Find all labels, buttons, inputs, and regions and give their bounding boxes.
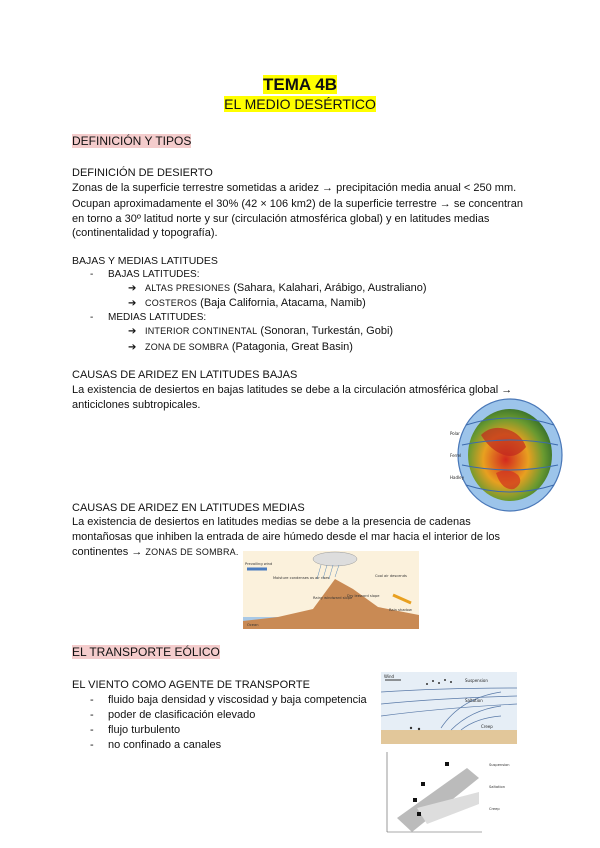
mid-causes-title: CAUSAS DE ARIDEZ EN LATITUDES MEDIAS	[72, 502, 305, 514]
cloud	[313, 552, 357, 566]
rain-shadow-figure	[243, 551, 419, 629]
rain-shadow-label: Dry leeward slope	[347, 594, 380, 598]
def-line: en torno a 30º latitud norte y sur (circulación atmosférica global) y en latitudes medias	[72, 213, 490, 225]
list-item: - poder de clasificación elevado	[90, 709, 256, 721]
rain-shadow-label: Moisture condenses as air rises	[273, 576, 330, 580]
page-title	[0, 75, 600, 95]
grain-label: Creep	[489, 807, 500, 811]
globe-circulation-figure	[446, 395, 566, 515]
list-item: - fluido baja densidad y viscosidad y baja competencia	[90, 694, 367, 706]
mid-causes-line: montañosas que inhiben la entrada de aire húmedo desde el mar hacia el interior de los	[72, 531, 501, 543]
page-title-text: TEMA 4B	[263, 75, 337, 94]
wind-label: Creep	[481, 724, 493, 729]
def-line: Ocupan aproximadamente el 30% (42 × 106 km2) de la superficie terrestre → se concentran	[72, 198, 523, 210]
ground	[381, 730, 517, 744]
grain-label: Suspension	[489, 763, 510, 767]
low-causes-line: La existencia de desiertos en bajas latitudes se debe a la circulación atmosférica global →	[72, 384, 513, 396]
svg-text:Hadley: Hadley	[450, 475, 464, 480]
list-item-mid: - MEDIAS LATITUDES:	[90, 312, 207, 323]
rain-shadow-label: Cool air descends	[375, 574, 407, 578]
list-item: - flujo turbulento	[90, 724, 181, 736]
section-heading-transporte: EL TRANSPORTE EÓLICO	[72, 645, 220, 659]
def-line: (continentalidad y topografía).	[72, 227, 218, 239]
list-item-altas: ➔ ALTAS PRESIONES (Sahara, Kalahari, Arábigo, Australiano)	[128, 282, 427, 294]
def-title: DEFINICIÓN DE DESIERTO	[72, 167, 213, 179]
page-subtitle	[0, 96, 600, 112]
list-item-low: - BAJAS LATITUDES:	[90, 269, 200, 280]
rain-shadow-label: Ocean	[247, 623, 259, 627]
list-item-interior: ➔ INTERIOR CONTINENTAL (Sonoran, Turkestán, Gobi)	[128, 325, 394, 337]
types-title: BAJAS Y MEDIAS LATITUDES	[72, 255, 218, 267]
list-item-costeros: ➔ COSTEROS (Baja California, Atacama, Namib)	[128, 297, 366, 309]
svg-text:Ferrel: Ferrel	[450, 453, 462, 458]
def-line: Zonas de la superficie terrestre sometidas a aridez → precipitación media anual < 250 mm.	[72, 182, 517, 194]
grain-label: Saltation	[489, 785, 505, 789]
rain-shadow-label: Prevailing wind	[245, 562, 273, 566]
mid-causes-last: continentes → ZONAS DE SOMBRA.	[72, 546, 239, 558]
section-heading-definicion: DEFINICIÓN Y TIPOS	[72, 134, 192, 148]
mid-causes-line: La existencia de desiertos en latitudes medias se debe a la presencia de cadenas	[72, 516, 471, 528]
wind-transport-figure	[381, 672, 517, 744]
low-causes-title: CAUSAS DE ARIDEZ EN LATITUDES BAJAS	[72, 369, 298, 381]
list-item: - no confinado a canales	[90, 739, 222, 751]
list-item-sombra: ➔ ZONA DE SOMBRA (Patagonia, Great Basin)	[128, 341, 353, 353]
svg-text:Polar: Polar	[450, 431, 460, 436]
rain-shadow-label: Rain shadow	[389, 608, 412, 612]
wind-label: Wind	[384, 674, 395, 679]
low-causes-line: anticiclones subtropicales.	[72, 399, 201, 411]
wind-label: Suspension	[465, 678, 488, 683]
rain-shadow-label: Rainy windward slope	[313, 596, 353, 600]
page-subtitle-text: EL MEDIO DESÉRTICO	[224, 96, 376, 112]
wind-label: Saltation	[465, 698, 483, 703]
agent-title: EL VIENTO COMO AGENTE DE TRANSPORTE	[72, 679, 310, 691]
grain-size-chart-figure	[367, 748, 527, 844]
